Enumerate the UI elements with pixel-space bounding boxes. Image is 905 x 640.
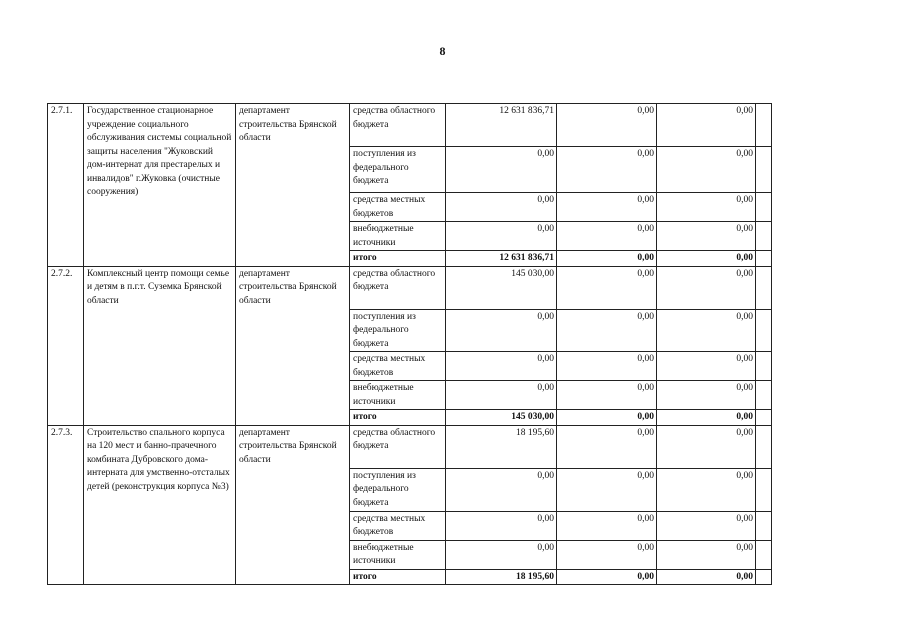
value-cell: 0,00	[557, 266, 657, 309]
source-label: средства местных бюджетов	[350, 511, 446, 540]
value-cell: 0,00	[446, 381, 557, 410]
table-row	[48, 104, 772, 147]
total-cell: 18 195,60	[446, 569, 557, 585]
value-cell: 0,00	[657, 266, 756, 309]
blank-cell	[756, 425, 772, 468]
value-cell: 18 195,60	[446, 425, 557, 468]
total-cell: 0,00	[657, 251, 756, 267]
value-cell: 0,00	[446, 147, 557, 193]
value-cell: 0,00	[557, 468, 657, 511]
source-label: поступления из федерального бюджета	[350, 309, 446, 352]
source-label: итого	[350, 251, 446, 267]
total-cell: 0,00	[657, 410, 756, 426]
value-cell: 0,00	[446, 540, 557, 569]
total-cell: 0,00	[557, 569, 657, 585]
value-cell: 0,00	[657, 222, 756, 251]
blank-cell	[756, 540, 772, 569]
source-label: средства областного бюджета	[350, 425, 446, 468]
item-department: департамент строительства Брянской области	[236, 425, 350, 585]
blank-cell	[756, 352, 772, 381]
item-department: департамент строительства Брянской области	[236, 104, 350, 267]
value-cell: 0,00	[446, 511, 557, 540]
source-label: средства местных бюджетов	[350, 193, 446, 222]
item-department: департамент строительства Брянской области	[236, 266, 350, 425]
source-label: средства местных бюджетов	[350, 352, 446, 381]
page-number: 8	[439, 44, 446, 58]
blank-cell	[756, 410, 772, 426]
item-name: Государственное стационарное учреждение социального обслуживания системы социальной защиты населения "Жуковский дом-интернат для престарелых и инвалидов" г.Жуковка (очистные сооружения)	[84, 104, 236, 267]
total-cell: 145 030,00	[446, 410, 557, 426]
blank-cell	[756, 104, 772, 147]
value-cell: 0,00	[557, 222, 657, 251]
value-cell: 0,00	[657, 193, 756, 222]
value-cell: 0,00	[557, 104, 657, 147]
value-cell: 0,00	[446, 222, 557, 251]
value-cell: 0,00	[446, 468, 557, 511]
item-name: Комплексный центр помощи семье и детям в п.г.т. Суземка Брянской области	[84, 266, 236, 425]
value-cell: 0,00	[446, 309, 557, 352]
total-cell: 12 631 836,71	[446, 251, 557, 267]
value-cell: 0,00	[657, 147, 756, 193]
value-cell: 0,00	[446, 352, 557, 381]
blank-cell	[756, 468, 772, 511]
value-cell: 0,00	[657, 352, 756, 381]
value-cell: 0,00	[557, 381, 657, 410]
value-cell: 0,00	[657, 511, 756, 540]
blank-cell	[756, 266, 772, 309]
budget-table	[47, 103, 772, 585]
value-cell: 0,00	[657, 381, 756, 410]
blank-cell	[756, 147, 772, 193]
blank-cell	[756, 251, 772, 267]
source-label: поступления из федерального бюджета	[350, 468, 446, 511]
blank-cell	[756, 511, 772, 540]
blank-cell	[756, 222, 772, 251]
blank-cell	[756, 193, 772, 222]
blank-cell	[756, 381, 772, 410]
item-name: Строительство спального корпуса на 120 мест и банно-прачечного комбината Дубровского дома-интерната для умственно-отсталых детей (реконструкция корпуса №3)	[84, 425, 236, 585]
total-cell: 0,00	[657, 569, 756, 585]
source-label: средства областного бюджета	[350, 104, 446, 147]
value-cell: 0,00	[657, 540, 756, 569]
source-label: средства областного бюджета	[350, 266, 446, 309]
value-cell: 0,00	[657, 468, 756, 511]
value-cell: 145 030,00	[446, 266, 557, 309]
item-index: 2.7.3.	[48, 425, 84, 585]
source-label: внебюджетные источники	[350, 540, 446, 569]
value-cell: 0,00	[557, 193, 657, 222]
source-label: внебюджетные источники	[350, 381, 446, 410]
value-cell: 0,00	[557, 309, 657, 352]
source-label: итого	[350, 569, 446, 585]
item-index: 2.7.2.	[48, 266, 84, 425]
value-cell: 0,00	[557, 540, 657, 569]
value-cell: 0,00	[657, 104, 756, 147]
item-index: 2.7.1.	[48, 104, 84, 267]
source-label: поступления из федерального бюджета	[350, 147, 446, 193]
table-row	[48, 266, 772, 309]
value-cell: 0,00	[557, 147, 657, 193]
source-label: итого	[350, 410, 446, 426]
value-cell: 0,00	[657, 425, 756, 468]
blank-cell	[756, 309, 772, 352]
value-cell: 0,00	[557, 511, 657, 540]
value-cell: 12 631 836,71	[446, 104, 557, 147]
source-label: внебюджетные источники	[350, 222, 446, 251]
value-cell: 0,00	[446, 193, 557, 222]
value-cell: 0,00	[557, 425, 657, 468]
table-row	[48, 425, 772, 468]
value-cell: 0,00	[557, 352, 657, 381]
total-cell: 0,00	[557, 251, 657, 267]
value-cell: 0,00	[657, 309, 756, 352]
total-cell: 0,00	[557, 410, 657, 426]
blank-cell	[756, 569, 772, 585]
